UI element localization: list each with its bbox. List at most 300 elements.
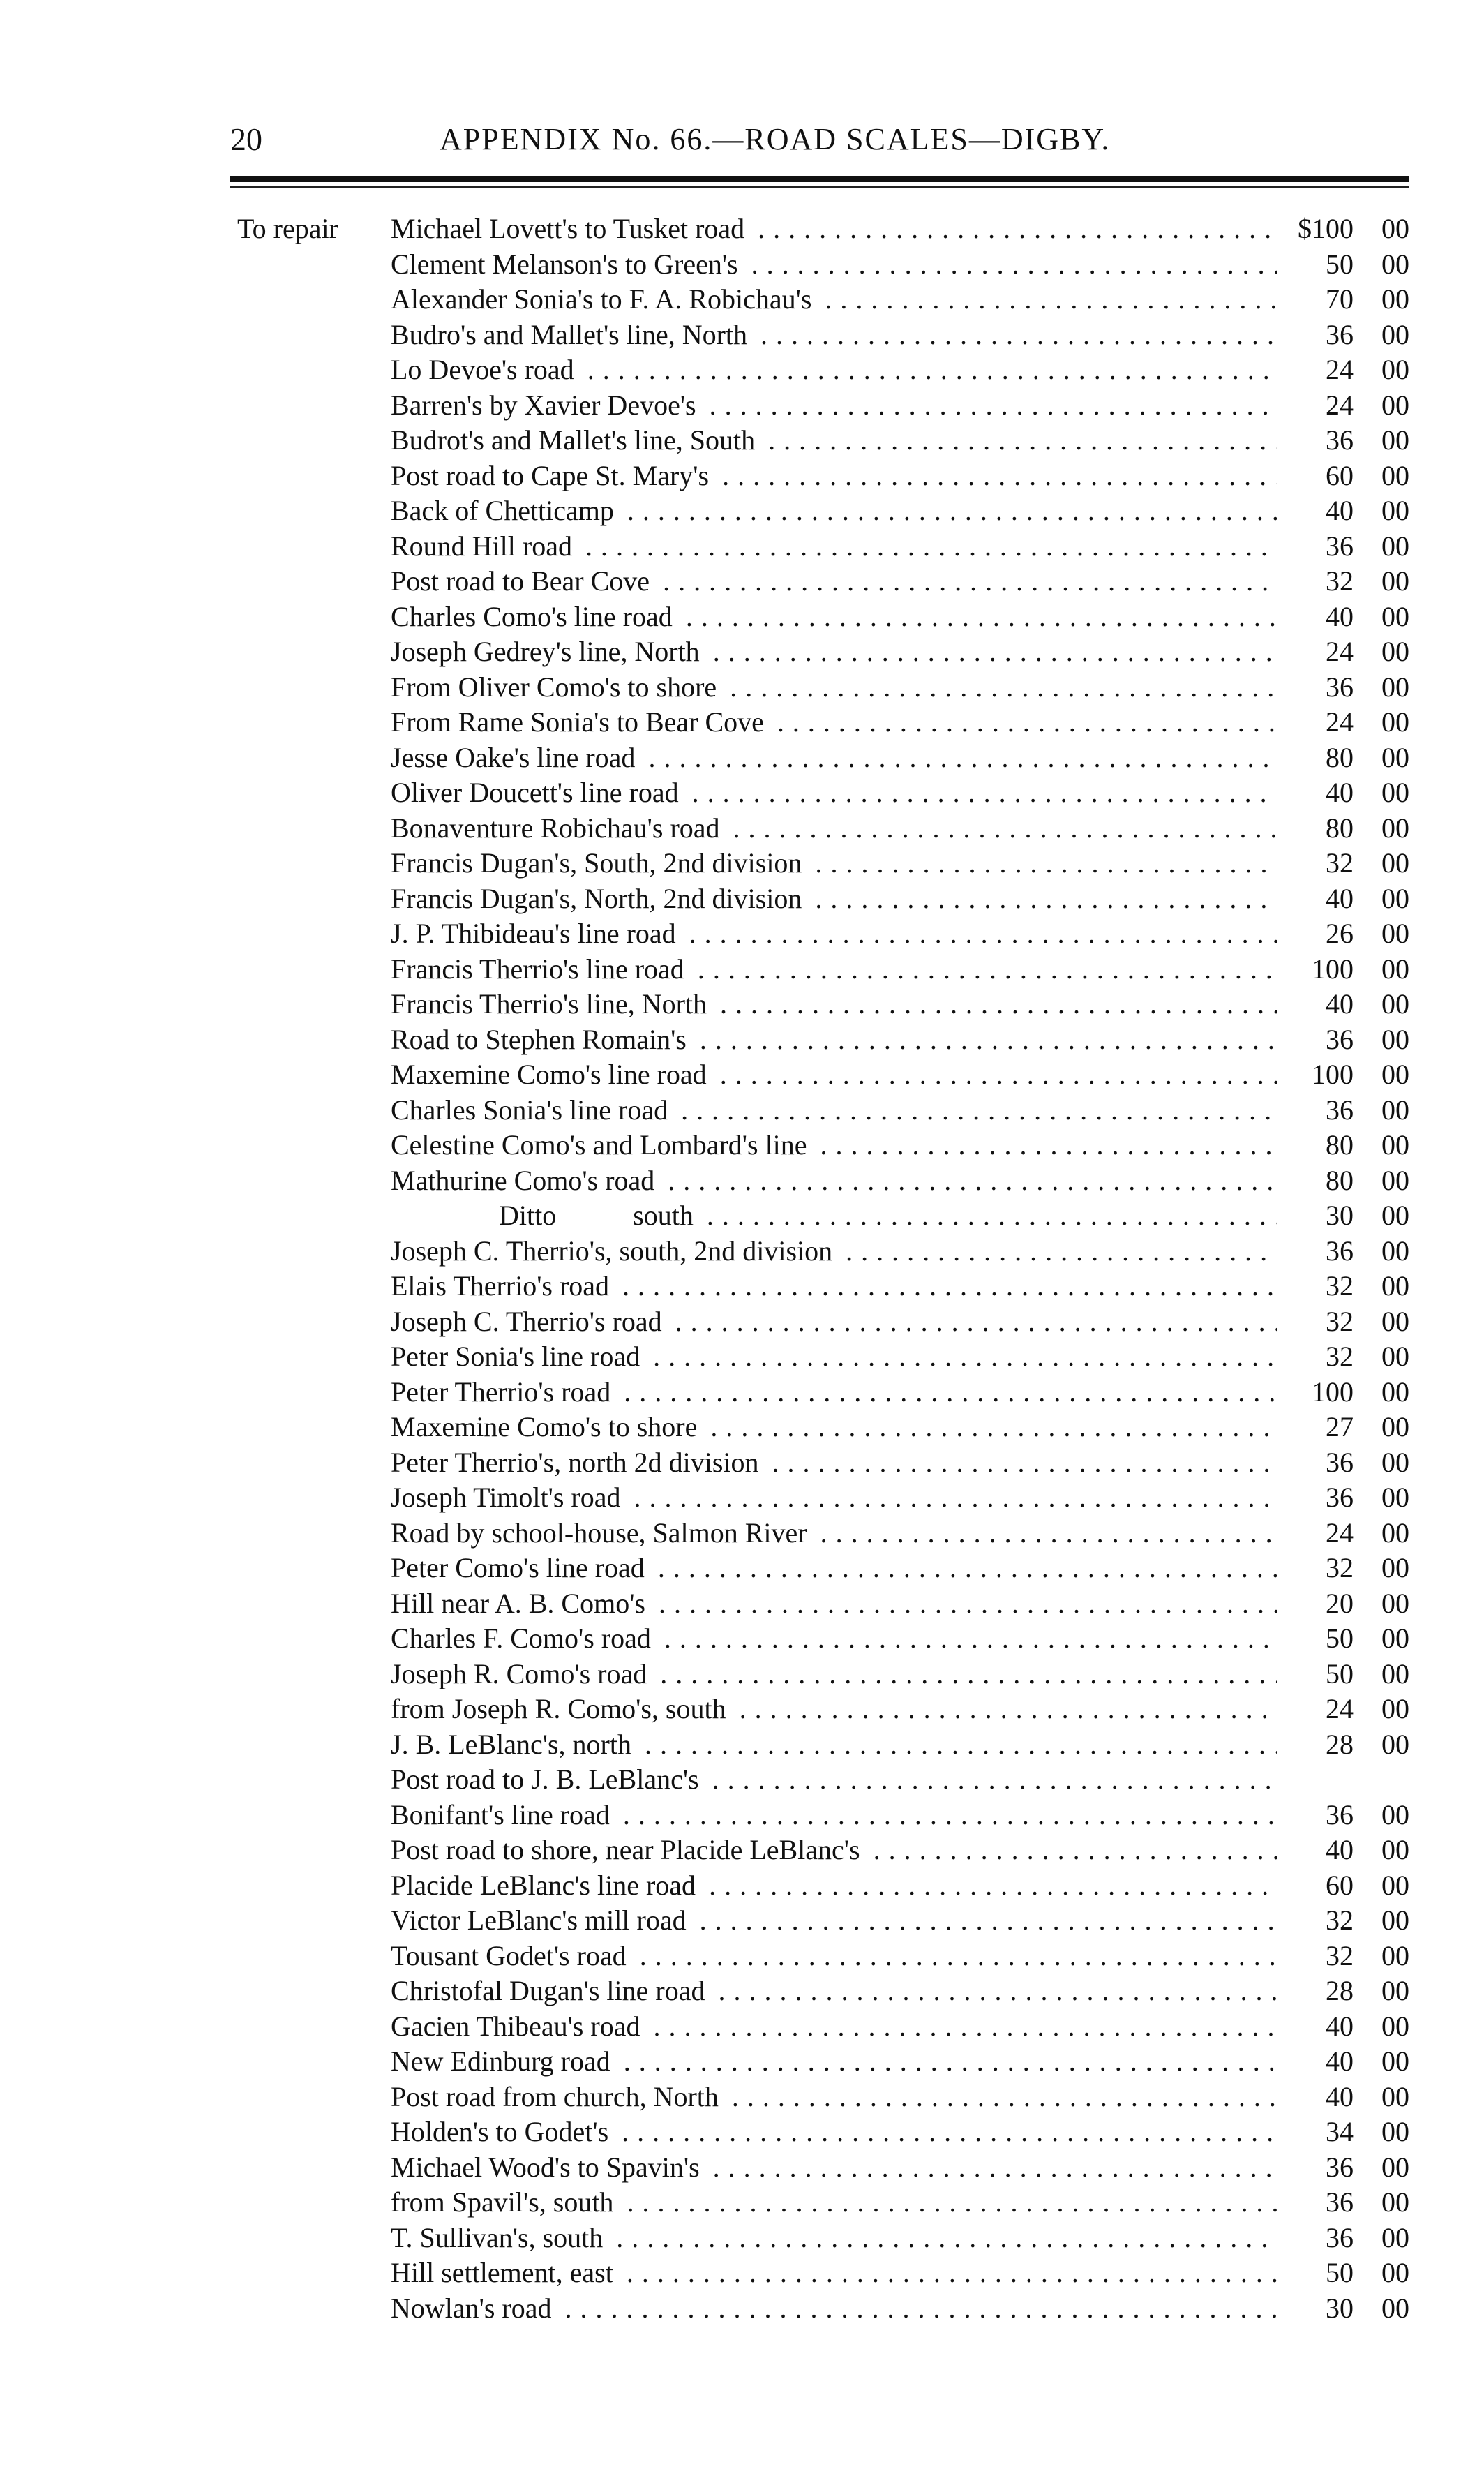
list-item [391,493,1409,529]
dot-leader [391,1657,1284,1692]
list-item [391,705,1409,740]
road-name: Alexander Sonia's to F. A. Robichau's [391,283,817,315]
amount-dollars: 36 [1326,1482,1354,1513]
road-name: Peter Therrio's, north 2d division [391,1447,765,1478]
amount-cents: 00 [1381,213,1409,244]
road-name: Peter Como's line road [391,1552,650,1583]
road-name: Celestine Como's and Lombard's line [391,1129,813,1161]
list-item [391,1692,1409,1727]
list-item [391,1375,1409,1410]
amount-dollars: 32 [1326,1270,1354,1301]
list-item [391,1903,1409,1939]
list-item [391,916,1409,952]
amount-dollars: 50 [1326,1623,1354,1654]
list-item [391,282,1409,318]
amount-dollars: 30 [1326,1200,1354,1231]
dot-leader [391,811,1284,846]
amount [1277,811,1409,846]
list-item [391,1198,1409,1234]
road-name: Gacien Thibeau's road [391,2011,645,2042]
list-item [391,1586,1409,1622]
list-item [391,987,1409,1022]
road-name: Round Hill road [391,530,578,562]
dot-leader [391,740,1284,776]
amount-cents: 00 [1381,459,1409,491]
amount [1277,740,1409,776]
list-item [391,247,1409,283]
list-item [391,1798,1409,1833]
dot-leader [391,881,1284,917]
road-name: Budro's and Mallet's line, North [391,319,753,350]
dot-leader [391,916,1284,952]
amount-dollars: 20 [1326,1587,1354,1619]
amount-cents: 00 [1381,530,1409,562]
amount [1277,1692,1409,1727]
list-item [391,1939,1409,1974]
list-item [391,1339,1409,1375]
amount-cents: 00 [1381,2221,1409,2253]
road-name: from Spavil's, south [391,2186,619,2218]
road-name: J. P. Thibideau's line road [391,918,682,949]
amount [1277,1163,1409,1199]
road-name: Budrot's and Mallet's line, South [391,424,760,456]
dot-leader [391,247,1284,283]
road-name: Francis Therrio's line, North [391,988,712,1020]
amount [1277,1198,1409,1234]
dot-leader [391,1163,1284,1199]
amount-dollars: 40 [1326,988,1354,1020]
list-item [391,2185,1409,2221]
amount-dollars: 34 [1326,2116,1354,2147]
list-item [391,846,1409,881]
dot-leader [391,1234,1284,1269]
road-name: Road to Stephen Romain's [391,1024,692,1055]
dot-leader [391,2114,1284,2150]
amount-cents: 00 [1381,777,1409,808]
road-name: Tousant Godet's road [391,1940,632,1971]
amount-cents: 00 [1381,1482,1409,1513]
amount-cents: 00 [1381,2045,1409,2077]
amount [1277,1657,1409,1692]
amount [1277,1551,1409,1586]
list-item [391,1516,1409,1551]
amount [1277,1057,1409,1093]
list-item [391,1551,1409,1586]
dot-leader [391,1833,1284,1868]
page-number: 20 [230,121,262,157]
list-item [391,1022,1409,1058]
amount-dollars: 28 [1326,1728,1354,1760]
amount [1277,1480,1409,1516]
list-item [391,599,1409,635]
road-name: Post road to Bear Cove [391,565,655,597]
road-name: Victor LeBlanc's mill road [391,1904,692,1936]
amount-cents: 00 [1381,2292,1409,2324]
dot-leader [391,1128,1284,1163]
amount-dollars: 24 [1326,354,1354,385]
dot-leader [391,1410,1284,1445]
amount-dollars: 100 [1312,1059,1354,1090]
dot-leader [391,1269,1284,1304]
road-scale-list [391,211,1409,2326]
dot-leader [391,599,1284,635]
amount [1277,1516,1409,1551]
amount-dollars: 32 [1326,1552,1354,1583]
amount-cents: 00 [1381,1798,1409,1830]
amount [1277,846,1409,881]
amount-cents: 00 [1381,1200,1409,1231]
dot-leader [391,1022,1284,1058]
amount [1277,1445,1409,1481]
list-item [391,2114,1409,2150]
amount-cents: 00 [1381,988,1409,1020]
amount-dollars: 36 [1326,318,1354,350]
amount [1277,705,1409,740]
amount [1277,423,1409,458]
amount-cents: 00 [1381,812,1409,844]
amount-dollars: 40 [1326,882,1354,914]
amount-cents: 00 [1381,953,1409,985]
amount-dollars: 50 [1326,2257,1354,2288]
road-name: Nowlan's road [391,2292,557,2324]
amount-dollars: 36 [1326,1234,1354,1267]
amount [1277,775,1409,811]
amount [1277,2221,1409,2256]
amount-cents: 00 [1381,1270,1409,1301]
amount-cents: 00 [1381,1411,1409,1442]
list-item [391,1128,1409,1163]
amount [1277,1903,1409,1939]
amount-dollars: 36 [1326,1023,1354,1055]
amount-cents: 00 [1381,389,1409,421]
road-name: Maxemine Como's line road [391,1059,712,1090]
amount-cents: 00 [1381,1623,1409,1654]
amount-dollars: 24 [1326,636,1354,667]
list-item [391,211,1409,247]
list-item [391,1868,1409,1904]
dot-leader [391,1692,1284,1727]
amount-cents: 00 [1381,1869,1409,1901]
amount [1277,2009,1409,2045]
amount [1277,1868,1409,1904]
page-title: APPENDIX No. 66.—ROAD SCALES—DIGBY. [440,122,1111,156]
amount-cents: 00 [1381,1164,1409,1196]
road-name: Peter Sonia's line road [391,1341,645,1372]
road-name: Hill settlement, east [391,2257,619,2288]
amount-cents: 00 [1381,2151,1409,2183]
road-name: T. Sullivan's, south [391,2222,608,2253]
amount-dollars: 36 [1326,2221,1354,2253]
amount [1277,1621,1409,1657]
road-name: Holden's to Godet's [391,2116,614,2147]
list-item [391,2044,1409,2080]
amount [1277,1727,1409,1763]
list-item [391,1762,1409,1798]
amount-dollars: 40 [1326,600,1354,632]
list-item [391,2291,1409,2327]
amount-cents: 00 [1381,1693,1409,1724]
repair-prefix-label: To repair [237,213,338,244]
amount-dollars: 32 [1326,1904,1354,1936]
amount-cents: 00 [1381,1834,1409,1865]
road-name: Mathurine Como's road [391,1165,660,1196]
amount [1277,1339,1409,1375]
amount-dollars: 80 [1326,812,1354,844]
amount-dollars: 36 [1326,1094,1354,1126]
list-item [391,1269,1409,1304]
amount [1277,2114,1409,2150]
amount-cents: 00 [1381,1341,1409,1372]
amount-cents: 00 [1381,600,1409,632]
amount-cents: 00 [1381,1516,1409,1549]
amount-cents: 00 [1381,1446,1409,1478]
road-name: Back of Chetticamp [391,495,620,526]
amount-dollars: 50 [1326,1657,1354,1689]
dot-leader [391,458,1284,494]
amount-dollars: 30 [1326,2292,1354,2324]
amount-cents: 00 [1381,706,1409,738]
amount-cents: 00 [1381,741,1409,773]
amount-dollars: 27 [1326,1411,1354,1442]
road-name: Francis Dugan's, North, 2nd division [391,883,807,914]
amount-dollars: 80 [1326,741,1354,773]
road-name: Joseph R. Como's road [391,1658,652,1689]
road-name: Bonifant's line road [391,1799,615,1830]
dot-leader [391,846,1284,881]
amount [1277,1093,1409,1128]
amount [1277,1269,1409,1304]
header-rule-thick [230,176,1409,182]
dot-leader [391,2080,1284,2115]
dot-leader [391,1727,1284,1763]
amount-cents: 00 [1381,2186,1409,2218]
dot-leader [391,670,1284,706]
dot-leader [391,423,1284,458]
amount-dollars: 40 [1326,1834,1354,1865]
list-item [391,1304,1409,1340]
list-item [391,1621,1409,1657]
road-name: Hill near A. B. Como's [391,1588,651,1619]
amount-cents: 00 [1381,424,1409,456]
amount [1277,318,1409,353]
amount-cents: 00 [1381,882,1409,914]
amount-cents: 00 [1381,1587,1409,1619]
dot-leader [391,952,1284,987]
amount-cents: 00 [1381,248,1409,280]
dot-leader [391,1621,1284,1657]
dot-leader [391,1798,1284,1833]
dot-leader [391,634,1284,670]
list-item [391,634,1409,670]
header-rule-thin [230,186,1409,188]
road-name: Maxemine Como's to shore [391,1411,703,1442]
amount-cents: 00 [1381,1975,1409,2006]
amount-cents: 00 [1381,565,1409,597]
amount-cents: 00 [1381,2257,1409,2288]
list-item [391,564,1409,599]
dot-leader [391,564,1284,599]
dot-leader [391,1762,1284,1798]
dot-leader [391,318,1284,353]
amount [1277,1304,1409,1340]
dot-leader [391,1586,1284,1622]
amount-cents: 00 [1381,636,1409,667]
road-name: Barren's by Xavier Devoe's [391,389,702,421]
amount-dollars: 36 [1326,1798,1354,1830]
road-name: Post road to J. B. LeBlanc's [391,1763,705,1795]
amount-cents: 00 [1381,2080,1409,2112]
dot-leader [391,1974,1284,2009]
amount-cents: 00 [1381,283,1409,315]
amount [1277,211,1409,247]
amount [1277,1939,1409,1974]
amount-cents: 00 [1381,1234,1409,1267]
amount [1277,529,1409,565]
road-name: Oliver Doucett's line road [391,777,684,808]
list-item [391,529,1409,565]
amount-cents: 00 [1381,1094,1409,1126]
dot-leader [391,1551,1284,1586]
amount [1277,2044,1409,2080]
road-name: Christofal Dugan's line road [391,1975,710,2006]
dot-leader [391,1339,1284,1375]
amount [1277,2291,1409,2327]
dot-leader [391,1516,1284,1551]
amount [1277,564,1409,599]
amount [1277,881,1409,917]
dot-leader [391,493,1284,529]
amount [1277,458,1409,494]
dot-leader [391,2291,1284,2327]
amount [1277,1234,1409,1269]
amount-cents: 00 [1381,2010,1409,2042]
list-item [391,2221,1409,2256]
amount-dollars: 80 [1326,1129,1354,1161]
amount [1277,1128,1409,1163]
dot-leader [391,2255,1284,2291]
amount-cents: 00 [1381,847,1409,879]
amount [1277,916,1409,952]
list-item [391,775,1409,811]
dot-leader [391,705,1284,740]
amount-dollars: 60 [1326,459,1354,491]
dot-leader [391,2185,1284,2221]
list-item [391,670,1409,706]
amount-dollars: 100 [1312,1375,1354,1408]
list-item [391,2255,1409,2291]
dot-leader [391,2150,1284,2186]
amount-cents: 00 [1381,1904,1409,1936]
road-name: Jesse Oake's line road [391,742,640,773]
dot-leader [391,1057,1284,1093]
list-item [391,2009,1409,2045]
amount-dollars: 24 [1326,1516,1354,1549]
road-name: Michael Lovett's to Tusket road [391,213,750,244]
amount-cents: 00 [1381,495,1409,526]
amount [1277,2080,1409,2115]
amount-dollars: 70 [1326,283,1354,315]
amount [1277,952,1409,987]
amount-dollars: 80 [1326,1164,1354,1196]
road-name: Post road to Cape St. Mary's [391,460,714,491]
amount [1277,599,1409,635]
amount-dollars: 40 [1326,777,1354,808]
amount-dollars: $100 [1298,213,1354,244]
list-item [391,1445,1409,1481]
list-item [391,318,1409,353]
list-item [391,1163,1409,1199]
amount [1277,1974,1409,2009]
amount-dollars: 40 [1326,2080,1354,2112]
road-name: From Oliver Como's to shore [391,671,722,703]
page-header [230,119,1402,161]
list-item [391,1974,1409,2009]
dot-leader [391,282,1284,318]
list-item [391,1833,1409,1868]
amount-cents: 00 [1381,1129,1409,1161]
amount [1277,352,1409,388]
dot-leader [391,1480,1284,1516]
list-item [391,423,1409,458]
road-name: Joseph Timolt's road [391,1482,627,1513]
amount [1277,1833,1409,1868]
amount-dollars: 32 [1326,1939,1354,1971]
amount-dollars: 36 [1326,424,1354,456]
list-item [391,388,1409,424]
amount-dollars: 24 [1326,1693,1354,1724]
road-name: Ditto south [391,1200,699,1231]
dot-leader [391,1198,1284,1234]
road-name: Post road from church, North [391,2081,724,2112]
dot-leader [391,1903,1284,1939]
road-name: Francis Dugan's, South, 2nd division [391,847,807,879]
dot-leader [391,1939,1284,1974]
list-item [391,1657,1409,1692]
dot-leader [391,2221,1284,2256]
amount [1277,670,1409,706]
amount [1277,247,1409,283]
road-name: Joseph C. Therrio's, south, 2nd division [391,1235,838,1267]
amount-cents: 00 [1381,1657,1409,1689]
list-item [391,2150,1409,2186]
amount [1277,634,1409,670]
amount-dollars: 36 [1326,671,1354,703]
road-name: Peter Therrio's road [391,1376,616,1408]
road-name: Joseph C. Therrio's road [391,1306,668,1337]
amount-cents: 00 [1381,1305,1409,1337]
amount-dollars: 36 [1326,530,1354,562]
list-item [391,1093,1409,1128]
amount-cents: 00 [1381,1939,1409,1971]
road-name: From Rame Sonia's to Bear Cove [391,706,770,738]
list-item [391,1234,1409,1269]
dot-leader [391,2009,1284,2045]
list-item [391,740,1409,776]
amount-cents: 00 [1381,1552,1409,1583]
dot-leader [391,211,1284,247]
dot-leader [391,1445,1284,1481]
amount-dollars: 60 [1326,1869,1354,1901]
dot-leader [391,352,1284,388]
amount-cents: 00 [1381,1059,1409,1090]
amount [1277,1798,1409,1833]
amount-dollars: 24 [1326,706,1354,738]
road-name: Joseph Gedrey's line, North [391,636,705,667]
list-item [391,458,1409,494]
list-item [391,1480,1409,1516]
amount-cents: 00 [1381,1728,1409,1760]
amount-dollars: 26 [1326,918,1354,949]
